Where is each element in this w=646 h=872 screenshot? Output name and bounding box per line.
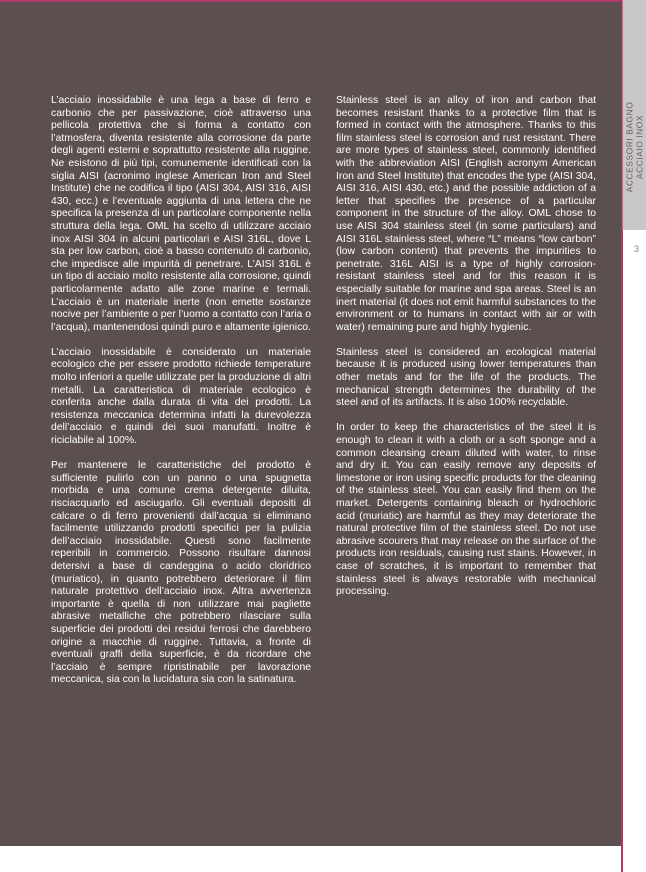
paragraph-en-3: In order to keep the characteristics of the steel it is enough to clean it with a cloth or a soft sponge and a common cleansing cream diluted with water, to rinse and dry it. You can easily remove any deposits of limestone or iron using specific products for the cleaning of the stainless steel. You can easily find them on the market. Detergents containing bleach or hydrochloric acid (muriatic) are harmful as they may deteriorate the natural protective film of the stainless steel. Do not use abrasive scourers that may release on the surface of the products iron residuals, causing rust stains. However, in case of scratches, it is important to remember that stainless steel is always restorable with mechanical processing. <box>336 422 596 598</box>
bottom-margin <box>0 846 622 872</box>
side-rule <box>621 230 623 872</box>
section-tab-line1: ACCESSORI BAGNO <box>624 101 635 193</box>
english-text-column <box>336 95 596 611</box>
italian-text-column <box>51 95 311 700</box>
paragraph-it-3: Per mantenere le caratteristiche del prodotto è sufficiente pulirlo con un panno o una spugnetta morbida e una comune crema detergente diluita, risciacquarlo ed asciugarlo. Gli eventuali depositi di calcare o di ferro provenienti dall’acqua si eliminano facilmente utilizzando prodotti specifici per la pulizia dell’acciaio inossidabile. Questi sono facilmente reperibili in commercio. Possono risultare dannosi detersivi a base di candeggina o acido cloridrico (muriatico), in quanto potrebbero deteriorare il film naturale protettivo dell’acciaio inox. Altra avvertenza importante è quella di non utilizzare mai pagliette abrasive metalliche che potrebbero rilasciare sulla superficie dei prodotti dei residui ferrosi che darebbero origine a macchie di ruggine. Tuttavia, a fronte di eventuali graffi della superficie, è da ricordare che l’acciaio è sempre ripristinabile per lavorazione meccanica, sia con la lucidatura sia con la satinatura. <box>51 460 311 686</box>
paragraph-it-2: L’acciaio inossidabile è considerato un materiale ecologico che per essere prodotto richiede temperature molto inferiori a quelle utilizzate per la produzione di altri metalli. La caratteristica di materiale ecologico è conferita anche dalla durata di vita dei prodotti. La resistenza meccanica determina infatti la durevolezza dell’acciaio e quindi dei suoi manufatti. Inoltre è riciclabile al 100%. <box>51 346 311 447</box>
page-number: 3 <box>634 244 640 254</box>
section-tab-label <box>622 67 646 227</box>
paragraph-en-2: Stainless steel is considered an ecological material because it is produced using lower temperatures than other metals and for the life of the products. The mechanical strength determines the durability of the steel and of its artifacts. It is also 100% recyclable. <box>336 346 596 409</box>
paragraph-en-1: Stainless steel is an alloy of iron and carbon that becomes resistant thanks to a protective film that is formed in contact with the atmosphere. Thanks to this film stainless steel is corrosion and rust resistant. There are more types of stainless steel, commonly identified with the abbreviation AISI (English acronym American Iron and Steel Institute) that encodes the type (AISI 304, AISI 316, AISI 430, etc.) and the possible addiction of a letter that specifies the presence of a particular component in the structure of the alloy. OML chose to use AISI 304 stainless steel (in some particulars) and AISI 316L stainless steel, where “L” means “low carbon” (low carbon content) that prevents the impurities to penetrate. 316L AISI is a type of highly corrosion-resistant stainless steel and for this reason it is especially suitable for marine and spa areas. Steel is an inert material (it does not emit harmful substances to the environment or to humans in contact with air or with water) remaining pure and highly hygienic. <box>336 95 596 333</box>
paragraph-it-1: L’acciaio inossidabile è una lega a base di ferro e carbonio che per passivazione, cioè attraverso una pellicola protettiva che si forma a contatto con l’atmosfera, diventa resistente alla corrosione da parte degli agenti esterni e soprattutto resistente alla ruggine. Ne esistono di più tipi, comunemente identificati con la siglia AISI (acronimo inglese American Iron and Steel Institute) che ne codifica il tipo (AISI 304, AISI 316, AISI 430, ecc.) e l’eventuale aggiunta di una lettera che ne specifica la presenza di un particolare componente nella struttura della lega. OML ha scelto di utilizzare acciaio inox AISI 304 in alcuni particolari e AISI 316L, dove L sta per low carbon, cioè a basso contenuto di carbonio, che impedisce alle impurità di penetrare. L’AISI 316L è un tipo di acciaio molto resistente alla corrosione, quindi particolarmente adatto alle zone marine e termali. L’acciaio è un materiale inerte (non emette sostanze nocive per l’ambiente o per l’uomo a contatto con l’aria o l’acqua), mantenendosi quindi puro e altamente igienico. <box>51 95 311 333</box>
top-border-line <box>0 0 622 2</box>
section-tab-line2: ACCIAIO INOX <box>634 114 645 180</box>
